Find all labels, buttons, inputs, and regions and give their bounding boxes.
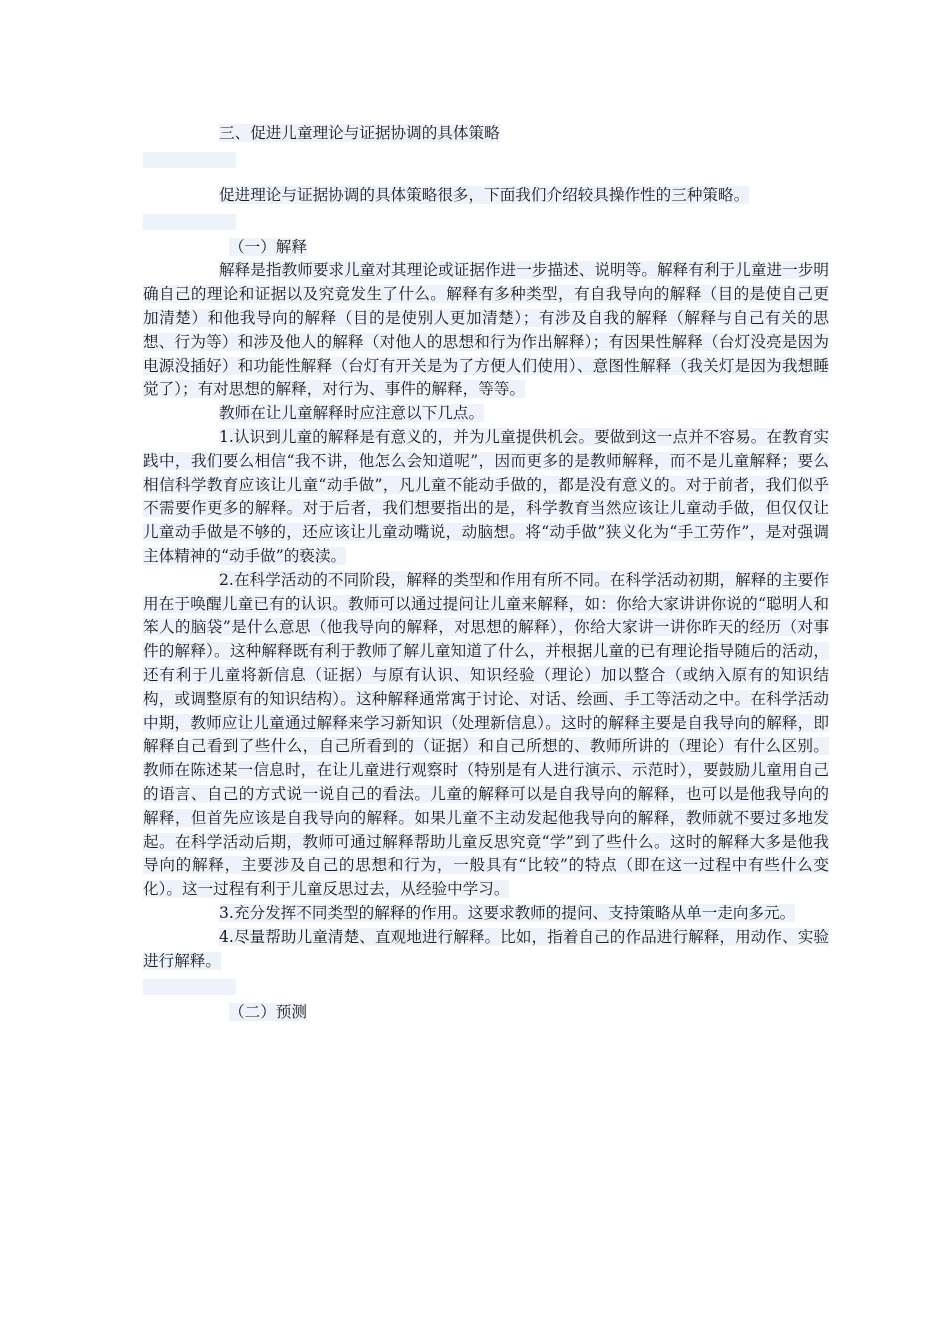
point-4-paragraph: 4.尽量帮助儿童清楚、直观地进行解释。比如，指着自己的作品进行解释，用动作、实验进行解释。 xyxy=(143,927,829,970)
notes-intro-paragraph: 教师在让儿童解释时应注意以下几点。 xyxy=(219,404,485,423)
subsection-heading-explanation: （一）解释 xyxy=(229,237,307,256)
point-3-paragraph: 3.充分发挥不同类型的解释的作用。这要求教师的提问、支持策略从单一走向多元。 xyxy=(219,903,796,922)
intro-paragraph: 促进理论与证据协调的具体策略很多，下面我们介绍较具操作性的三种策略。 xyxy=(219,185,750,204)
section-heading: 三、促进儿童理论与证据协调的具体策略 xyxy=(219,124,500,142)
blank-line xyxy=(143,214,236,230)
point-1-paragraph: 1.认识到儿童的解释是有意义的，并为儿童提供机会。要做到这一点并不容易。在教育实践中，我们要么相信“我不讲，他怎么会知道呢”，因而更多的是教师解释，而不是儿童解释；要么相信科学教育应该让儿童“动手做”，凡儿童不能动手做的，都是没有意义的。对于前者，我们似乎不需要作更多的解释。对于后者，我们想要指出的是，科学教育当然应该让儿童动手做，但仅仅让儿童动手做是不够的，还应该让儿童动嘴说，动脑想。将“动手做”狭义化为“手工劳作”，是对强调主体精神的“动手做”的亵渎。 xyxy=(143,427,829,565)
blank-line xyxy=(143,152,236,168)
blank-line xyxy=(143,979,236,995)
subsection-heading-prediction: （二）预测 xyxy=(229,1003,307,1022)
document-body xyxy=(143,122,829,1025)
point-2-paragraph: 2.在科学活动的不同阶段，解释的类型和作用有所不同。在科学活动初期，解释的主要作用在于唤醒儿童已有的认识。教师可以通过提问让儿童来解释，如：你给大家讲讲你说的“聪明人和笨人的脑袋”是什么意思（他我导向的解释，对思想的解释），你给大家讲一讲你昨天的经历（对事件的解释）。这种解释既有利于教师了解儿童知道了什么，并根据儿童的已有理论指导随后的活动，还有利于儿童将新信息（证据）与原有认识、知识经验（理论）加以整合（或纳入原有的知识结构，或调整原有的知识结构）。这种解释通常寓于讨论、对话、绘画、手工等活动之中。在科学活动中期，教师应让儿童通过解释来学习新知识（处理新信息）。这时的解释主要是自我导向的解释，即解释自己看到了些什么，自己所看到的（证据）和自己所想的、教师所讲的（理论）有什么区别。教师在陈述某一信息时，在让儿童进行观察时（特别是有人进行演示、示范时），要鼓励儿童用自己的语言、自己的方式说一说自己的看法。儿童的解释可以是自我导向的解释，也可以是他我导向的解释，但首先应该是自我导向的解释。如果儿童不主动发起他我导向的解释，教师就不要过多地发起。在科学活动后期，教师可通过解释帮助儿童反思究竟“学”到了些什么。这时的解释大多是他我导向的解释，主要涉及自己的思想和行为，一般具有“比较”的特点（即在这一过程中有些什么变化）。这一过程有利于儿童反思过去，从经验中学习。 xyxy=(143,570,829,899)
explanation-paragraph: 解释是指教师要求儿童对其理论或证据作进一步描述、说明等。解释有利于儿童进一步明确自己的理论和证据以及究竟发生了什么。解释有多种类型，有自我导向的解释（目的是使自己更加清楚）和他我导向的解释（目的是使别人更加清楚）；有涉及自我的解释（解释与自己有关的思想、行为等）和涉及他人的解释（对他人的思想和行为作出解释）；有因果性解释（台灯没亮是因为电源没插好）和功能性解释（台灯有开关是为了方便人们使用）、意图性解释（我关灯是因为我想睡觉了）；有对思想的解释，对行为、事件的解释，等等。 xyxy=(143,261,829,399)
